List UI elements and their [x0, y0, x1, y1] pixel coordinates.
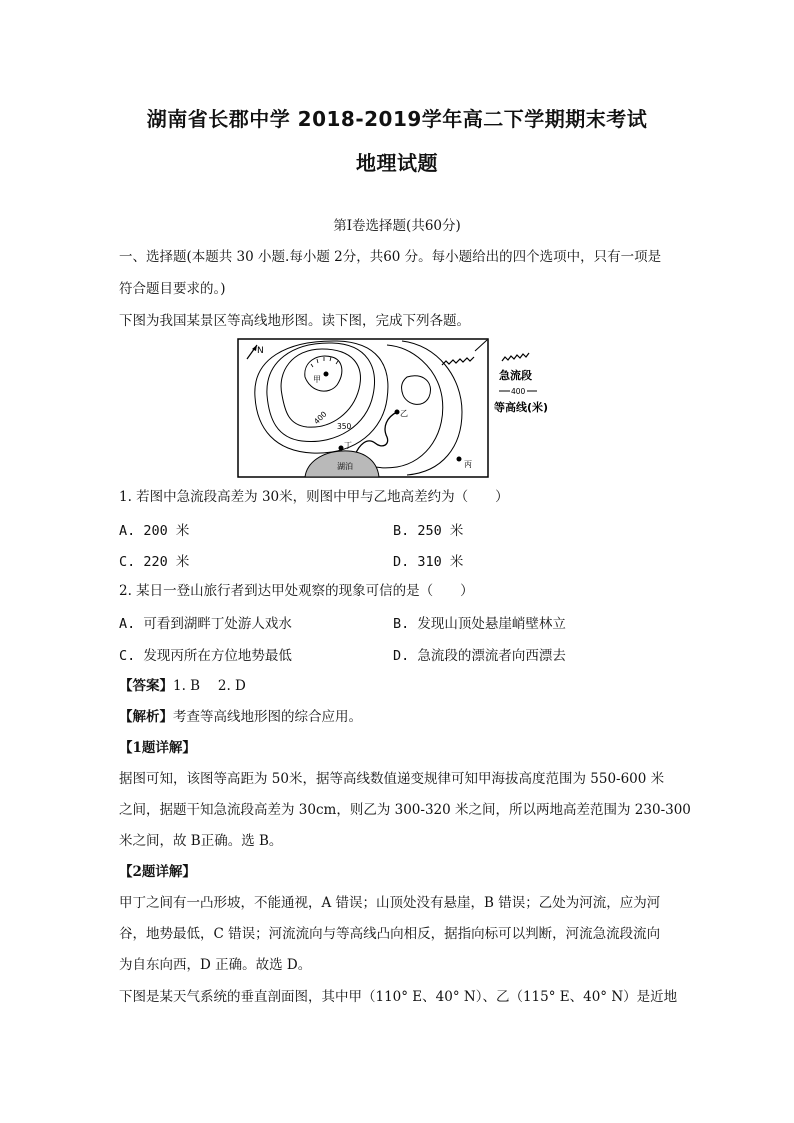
legend-rapids-icon [502, 353, 529, 361]
question-2-option-b[interactable]: B. 发现山顶处悬崖峭壁林立 [393, 616, 566, 632]
question-1-stem: 1. 若图中急流段高差为 30米，则图中甲与乙地高差约为（ ） [119, 489, 509, 505]
detail-2-heading: 【2题详解】 [119, 864, 196, 880]
detail-2-line-2: 谷，地势最低，C 错误；河流流向与等高线凸向相反，据指向标可以判断，河流急流段流向 [119, 926, 661, 942]
legend-contour-value: 400 [511, 387, 526, 396]
detail-1-line-2: 之间，据题干知急流段高差为 30cm，则乙为 300-320 米之间，所以两地高差范围为 230-300 [119, 802, 691, 818]
answer-line [119, 676, 679, 696]
north-arrow-icon [247, 345, 257, 359]
contour-line [402, 341, 462, 475]
next-question-intro: 下图是某天气系统的垂直剖面图，其中甲（110° E、40° N）、乙（115° E、40° N）是近地 [119, 989, 678, 1005]
river-line [475, 340, 487, 351]
question-2-option-d[interactable]: D. 急流段的漂流者向西漂去 [393, 648, 566, 664]
label-jia: 甲 [313, 375, 321, 384]
label-lake: 湖泊 [337, 462, 353, 471]
question-2-option-c[interactable]: C. 发现丙所在方位地势最低 [119, 648, 292, 664]
instructions-line-2: 符合题目要求的。) [119, 281, 226, 297]
point-bing [457, 457, 462, 462]
question-2-option-a[interactable]: A. 可看到湖畔丁处游人戏水 [119, 616, 292, 632]
point-yi [395, 410, 400, 415]
question-1-option-c[interactable]: C. 220 米 [119, 554, 190, 570]
river-line [355, 412, 397, 455]
legend-contour-label: 等高线(米) [494, 401, 549, 414]
analysis-tag: 【解析】 [119, 709, 173, 725]
point-jia [324, 372, 329, 377]
analysis-line [119, 707, 679, 727]
detail-1-line-3: 米之间，故 B正确。选 B。 [119, 833, 283, 849]
question-2-stem: 2. 某日一登山旅行者到达甲处观察的现象可信的是（ ） [119, 583, 474, 599]
label-bing: 丙 [464, 460, 472, 469]
north-label: N [257, 346, 264, 356]
question-1-option-b[interactable]: B. 250 米 [393, 523, 464, 539]
contour-line [255, 341, 388, 453]
label-ding: 丁 [344, 441, 352, 450]
contour-line [355, 345, 443, 468]
label-yi: 乙 [400, 409, 408, 418]
question-1-option-d[interactable]: D. 310 米 [393, 554, 464, 570]
instructions-line-1: 一、选择题(本题共 30 小题.每小题 2分，共60 分。每小题给出的四个选项中，只有一项是 [119, 249, 662, 265]
question-1-option-a[interactable]: A. 200 米 [119, 523, 190, 539]
summit-contour [305, 356, 342, 391]
document-subtitle: 地理试题 [356, 151, 438, 175]
analysis-text: 考查等高线地形图的综合应用。 [173, 709, 362, 725]
detail-2-line-1: 甲丁之间有一凸形坡，不能通视，A 错误；山顶处没有悬崖，B 错误；乙处为河流，应为河 [119, 895, 661, 911]
label-350: 350 [337, 422, 352, 431]
section-header: 第Ⅰ卷选择题(共60分) [333, 218, 461, 234]
contour-line [402, 376, 431, 405]
legend-rapids-label: 急流段 [499, 369, 532, 382]
map-intro: 下图为我国某景区等高线地形图。读下图，完成下列各题。 [119, 313, 470, 329]
document-title: 湖南省长郡中学 2018-2019学年高二下学期期末考试 [146, 107, 648, 131]
detail-1-line-1: 据图可知，该图等高距为 50米，据等高线数值递变规律可知甲海拔高度范围为 550-600 米 [119, 771, 665, 787]
detail-2-line-3: 为自东向西，D 正确。故选 D。 [119, 957, 312, 973]
point-ding [339, 446, 344, 451]
rapids-mark [442, 357, 474, 365]
contour-map-figure [237, 337, 549, 479]
answer-text: 1. B 2. D [173, 678, 246, 694]
detail-1-heading: 【1题详解】 [119, 740, 196, 756]
answer-tag: 【答案】 [119, 678, 173, 694]
label-400: 400 [312, 409, 329, 427]
